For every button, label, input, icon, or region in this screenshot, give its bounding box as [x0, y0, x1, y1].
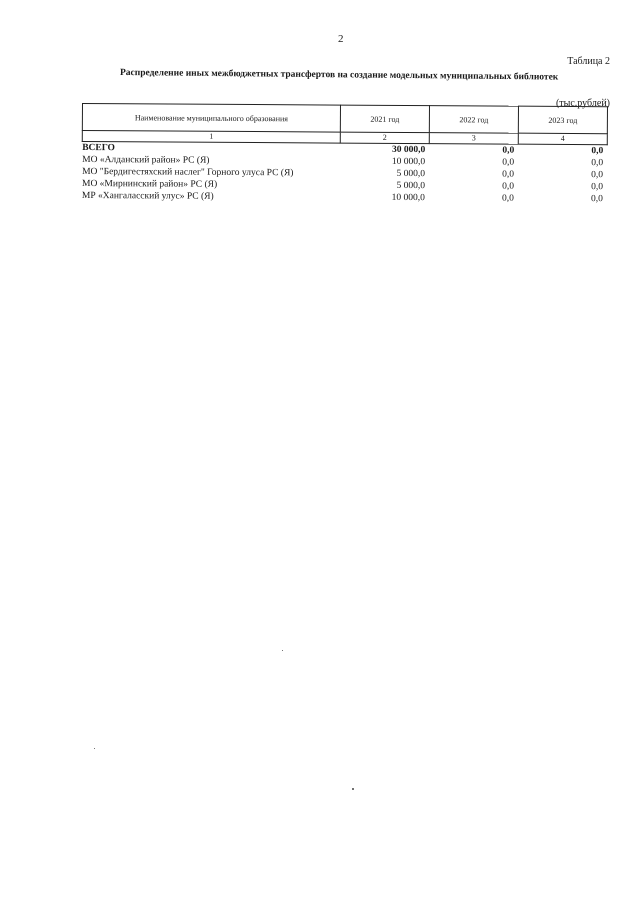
row-2021: 10 000,0: [391, 156, 426, 168]
column-number: 4: [518, 133, 607, 145]
document-title: Распределение иных межбюджетных трансфертов на создание модельных муниципальных библиотек: [119, 68, 559, 83]
header-municipality: Наименование муниципального образования: [82, 104, 340, 133]
distribution-table: [81, 103, 608, 205]
units-label: (тыс.рублей): [555, 98, 610, 109]
row-2023: 0,0: [591, 194, 603, 205]
row-name: МР «Хангаласский улус» РС (Я): [81, 191, 214, 202]
row-2023: 0,0: [591, 170, 604, 181]
row-2023: 0,0: [591, 158, 604, 169]
column-number: 2: [340, 132, 429, 144]
row-2023: 0,0: [591, 146, 604, 157]
row-2021: 5 000,0: [396, 168, 426, 180]
row-2021: 10 000,0: [391, 192, 425, 204]
column-number: 3: [429, 133, 518, 145]
row-2022: 0,0: [502, 145, 515, 156]
row-2022: 0,0: [502, 157, 515, 168]
scan-speck: [352, 788, 354, 790]
scan-speck: [282, 650, 283, 651]
row-2022: 0,0: [502, 169, 515, 180]
header-2023: 2023 год: [518, 106, 607, 134]
row-2021: 30 000,0: [391, 144, 426, 156]
row-2023: 0,0: [591, 182, 604, 193]
table-label: Таблица 2: [567, 56, 610, 67]
header-2021: 2021 год: [340, 105, 429, 133]
row-name: ВСЕГО: [82, 143, 115, 154]
scan-speck: [94, 748, 95, 749]
row-name: МО "Бердигестяхский наслег" Горного улуса РС (Я): [82, 167, 294, 179]
page-number: 2: [338, 33, 344, 45]
header-2022: 2022 год: [429, 106, 518, 134]
row-name: МО «Мирнинский район» РС (Я): [81, 179, 218, 190]
row-name: МО «Алданский район» РС (Я): [82, 155, 210, 166]
row-2022: 0,0: [502, 181, 515, 192]
column-number: 1: [82, 131, 340, 144]
table-row: [82, 190, 607, 205]
row-2022: 0,0: [502, 193, 514, 204]
row-2021: 5 000,0: [396, 180, 426, 192]
table-header-row: [82, 104, 607, 134]
